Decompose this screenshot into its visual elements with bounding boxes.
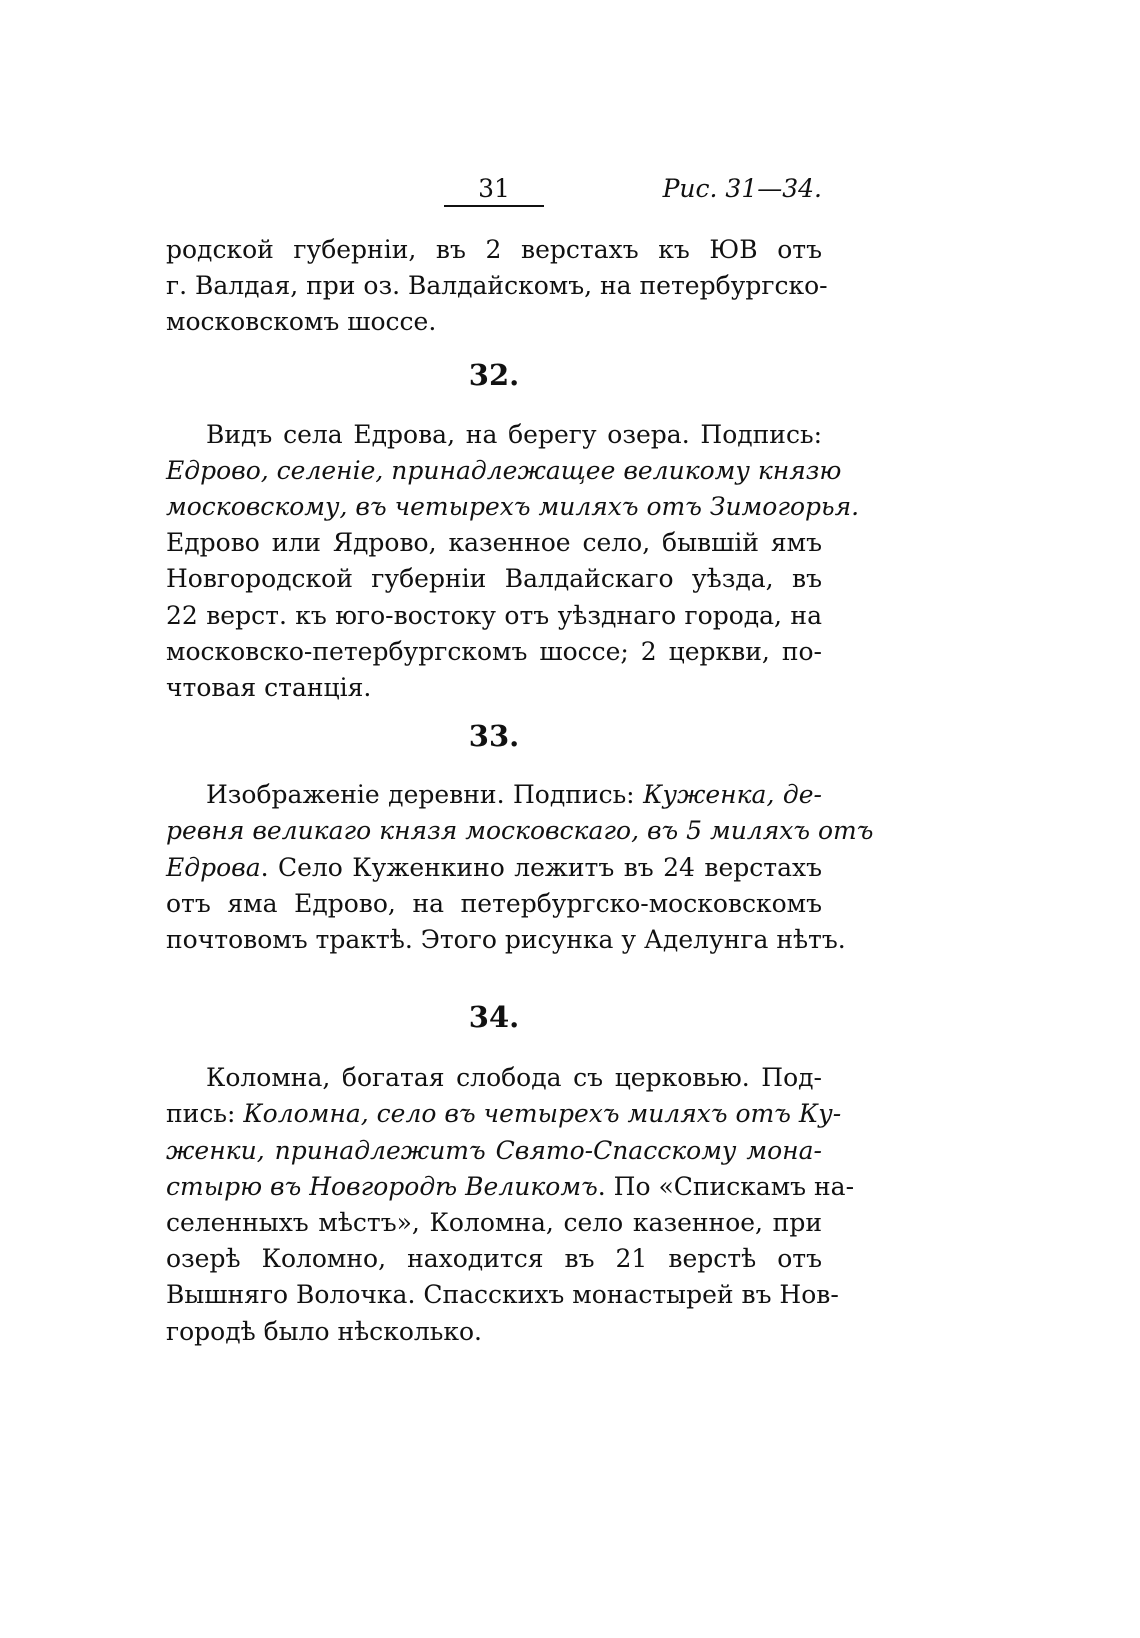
caption-line: женки, принадлежитъ Свято-Спасскому мона- <box>166 1135 822 1165</box>
text-line: московско-петербургскомъ шоссе; 2 церкви, по- <box>166 636 822 666</box>
caption-segment: стырю въ Новгородѣ Великомъ <box>166 1171 598 1201</box>
text-line: почтовомъ трактѣ. Этого рисунка у Аделунга нѣтъ. <box>166 925 846 955</box>
text-line: родской губерніи, въ 2 верстахъ къ ЮВ отъ <box>166 235 822 264</box>
text-segment: . По «Спискамъ на- <box>597 1171 855 1201</box>
text-line: озерѣ Коломно, находится въ 21 верстѣ отъ <box>166 1244 822 1274</box>
section-32-paragraph <box>166 417 860 707</box>
text-line: г. Валдая, при оз. Валдайскомъ, на петербургско- <box>166 271 828 301</box>
page-number: 31 <box>444 174 544 207</box>
intro-paragraph <box>166 232 828 341</box>
text-line: чтовая станція. <box>166 673 372 703</box>
text-segment: Изображеніе деревни. Подпись: <box>206 780 644 810</box>
section-34-paragraph <box>166 1060 855 1350</box>
text-line: городѣ было нѣсколько. <box>166 1316 482 1346</box>
book-page <box>166 170 874 1350</box>
text-line: Видъ села Едрова, на берегу озера. Подпись: <box>206 419 822 449</box>
figure-range: Рис. 31—34. <box>662 174 822 203</box>
text-line <box>166 1169 855 1205</box>
text-segment: пись: <box>166 1099 244 1129</box>
text-segment: . Село Куженкино лежитъ въ 24 верстахъ <box>260 852 822 882</box>
caption-line: московскому, въ четырехъ миляхъ отъ Зимогорья. <box>166 492 860 522</box>
text-line: Едрово или Ядрово, казенное село, бывшій ямъ <box>166 528 822 558</box>
text-line <box>166 1096 842 1132</box>
text-line: московскомъ шоссе. <box>166 307 437 337</box>
text-line: отъ яма Едрово, на петербургско-московскомъ <box>166 888 822 918</box>
section-heading-34: 34. <box>468 1000 520 1035</box>
caption-line: Едрово, селеніе, принадлежащее великому князю <box>166 455 842 485</box>
text-line: селенныхъ мѣстъ», Коломна, село казенное, при <box>166 1208 822 1238</box>
caption-segment: Куженка, де- <box>643 780 822 810</box>
caption-line: ревня великаго князя московскаго, въ 5 миляхъ отъ <box>166 816 874 846</box>
text-line: Коломна, богатая слобода съ церковью. Под- <box>206 1063 822 1093</box>
caption-segment: Едрова <box>166 852 261 882</box>
text-line: 22 верст. къ юго-востоку отъ уѣзднаго города, на <box>166 600 822 630</box>
section-33-paragraph <box>166 777 874 958</box>
text-line <box>166 850 822 886</box>
section-heading-33: 33. <box>468 719 520 754</box>
caption-segment: Коломна, село въ четырехъ миляхъ отъ Ку- <box>243 1099 842 1129</box>
section-heading-32: 32. <box>468 357 520 392</box>
page-header <box>166 170 822 210</box>
text-line <box>166 777 822 813</box>
text-line: Вышняго Волочка. Спасскихъ монастырей въ Нов- <box>166 1280 839 1310</box>
text-line: Новгородской губерніи Валдайскаго уѣзда, въ <box>166 564 822 594</box>
